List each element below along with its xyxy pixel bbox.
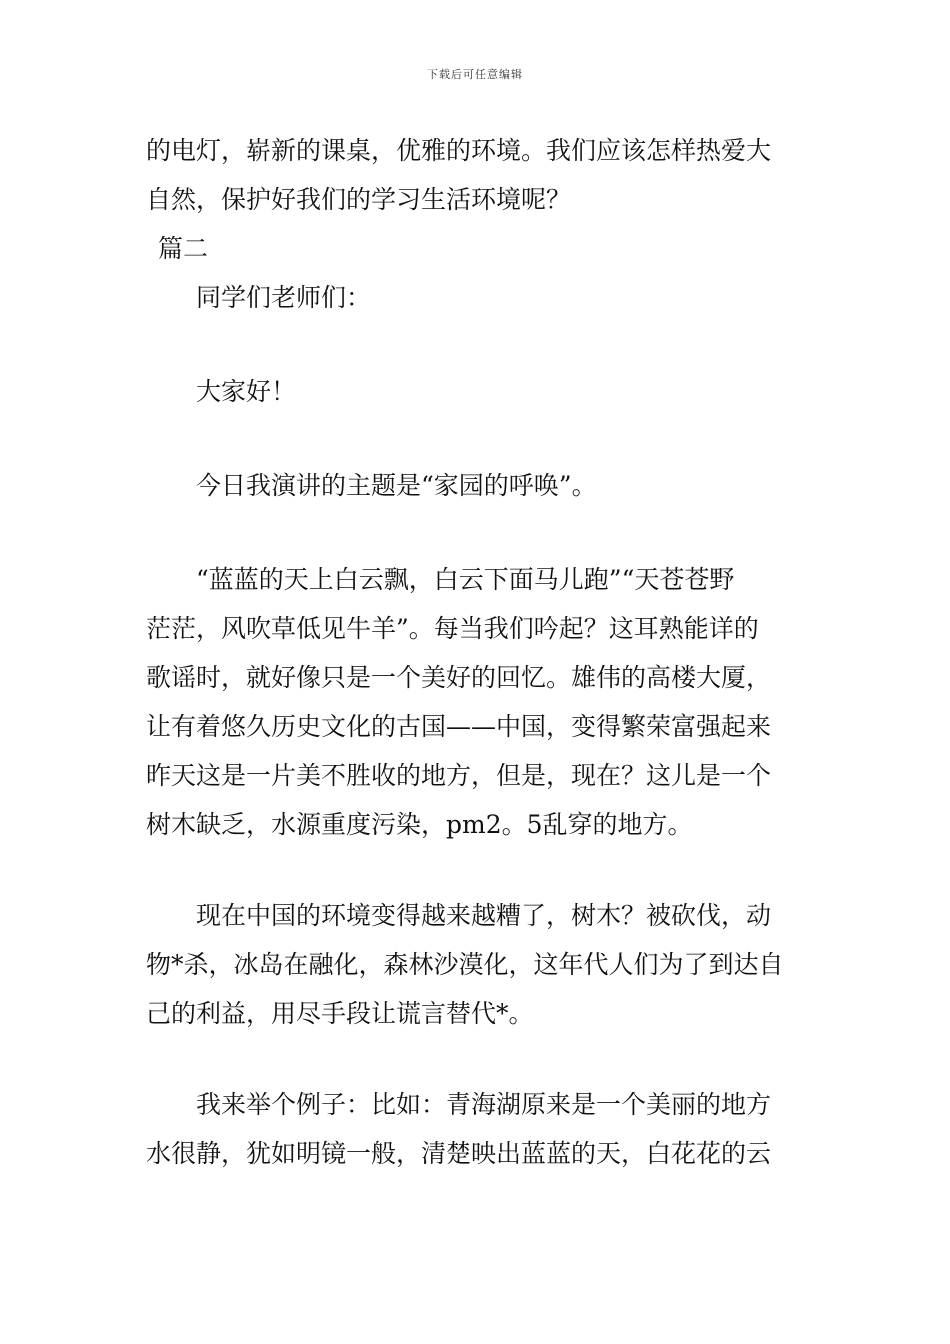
text-line: 水很静，犹如明镜一般，清楚映出蓝蓝的天，白花花的云: [146, 1139, 772, 1168]
text-line: “蓝蓝的天上白云飘，白云下面马儿跑”“天苍苍野: [196, 565, 735, 594]
text-line: 我来举个例子：比如：青海湖原来是一个美丽的地方: [196, 1090, 772, 1119]
page-header-note: 下载后可任意编辑: [427, 68, 523, 81]
text-line: 让有着悠久历史文化的古国——中国，变得繁荣富强起来: [146, 712, 772, 741]
text-line: 现在中国的环境变得越来越糟了，树木？被砍伐，动: [196, 901, 772, 930]
salutation: 同学们老师们：: [196, 283, 372, 312]
greeting: 大家好！: [196, 377, 297, 406]
document-body: [146, 126, 810, 1178]
text-line: 己的利益，用尽手段让谎言替代*。: [146, 999, 534, 1028]
text-line: 茫茫，风吹草低见牛羊”。每当我们吟起？这耳熟能详的: [146, 614, 759, 643]
text-line: 树木缺乏，水源重度污染，pm2。5乱穿的地方。: [146, 810, 693, 839]
text-line: 物*杀，冰岛在融化，森林沙漠化，这年代人们为了到达自: [146, 950, 784, 979]
text-line: 的电灯，崭新的课桌，优雅的环境。我们应该怎样热爱大: [146, 136, 772, 165]
text-line: 昨天这是一片美不胜收的地方，但是，现在？这儿是一个: [146, 761, 772, 790]
speech-topic: 今日我演讲的主题是“家园的呼唤”。: [196, 471, 597, 500]
text-line: 自然，保护好我们的学习生活环境呢？: [146, 185, 572, 214]
text-line: 歌谣时，就好像只是一个美好的回忆。雄伟的高楼大厦，: [146, 663, 772, 692]
section-heading: 篇二: [158, 234, 209, 263]
